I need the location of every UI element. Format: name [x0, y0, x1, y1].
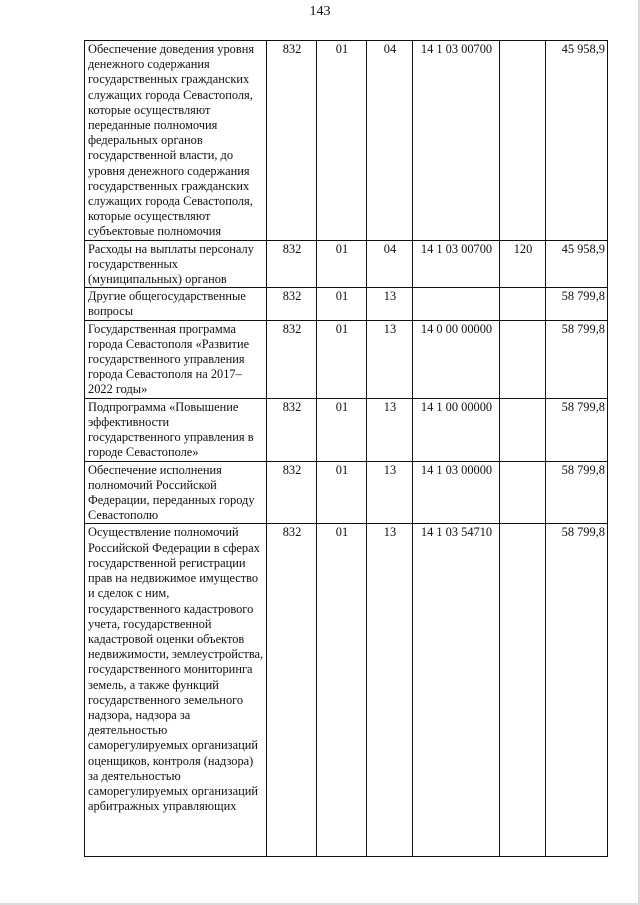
- subsection-code: 13: [367, 320, 413, 398]
- ministry-code: 832: [267, 288, 317, 320]
- section-code: 01: [317, 524, 367, 857]
- target-item-code: 14 0 00 00000: [413, 320, 500, 398]
- subsection-code: 04: [367, 240, 413, 288]
- subsection-code: 04: [367, 41, 413, 241]
- amount: 58 799,8: [546, 461, 608, 524]
- section-code: 01: [317, 240, 367, 288]
- amount: 58 799,8: [546, 320, 608, 398]
- amount: 58 799,8: [546, 398, 608, 461]
- ministry-code: 832: [267, 524, 317, 857]
- table-row: [85, 524, 608, 857]
- expense-type-code: [500, 288, 546, 320]
- target-item-code: 14 1 03 00700: [413, 41, 500, 241]
- row-name: Обеспечение доведения уровня денежного содержания государственных гражданских служащих города Севастополя, которые осуществляют переданные полномочия федеральных органов государственной власти, до уровня денежного содержания государственных гражданских служащих города Севастополя, которые осуществляют субъектовые полномочия: [85, 41, 267, 241]
- target-item-code: 14 1 03 00000: [413, 461, 500, 524]
- row-name: Обеспечение исполнения полномочий Российской Федерации, переданных городу Севастополю: [85, 461, 267, 524]
- table-row: [85, 41, 608, 241]
- target-item-code: 14 1 03 54710: [413, 524, 500, 857]
- subsection-code: 13: [367, 461, 413, 524]
- ministry-code: 832: [267, 240, 317, 288]
- expense-type-code: [500, 41, 546, 241]
- subsection-code: 13: [367, 288, 413, 320]
- table-row: [85, 398, 608, 461]
- subsection-code: 13: [367, 398, 413, 461]
- section-code: 01: [317, 461, 367, 524]
- expense-type-code: [500, 320, 546, 398]
- subsection-code: 13: [367, 524, 413, 857]
- target-item-code: 14 1 03 00700: [413, 240, 500, 288]
- section-code: 01: [317, 41, 367, 241]
- page-number: 143: [309, 4, 331, 19]
- row-name: Другие общегосударственные вопросы: [85, 288, 267, 320]
- expense-type-code: [500, 398, 546, 461]
- target-item-code: [413, 288, 500, 320]
- amount: 45 958,9: [546, 240, 608, 288]
- amount: 58 799,8: [546, 524, 608, 857]
- ministry-code: 832: [267, 41, 317, 241]
- section-code: 01: [317, 288, 367, 320]
- ministry-code: 832: [267, 398, 317, 461]
- row-name: Подпрограмма «Повышение эффективности государственного управления в городе Севастополе»: [85, 398, 267, 461]
- expense-type-code: [500, 461, 546, 524]
- row-name: Осуществление полномочий Российской Федерации в сферах государственной регистрации прав на недвижимое имущество и сделок с ним, государственного кадастрового учета, государственной кадастровой оценки объектов недвижимости, землеустройства, государственного мониторинга земель, а также функций государственного земельного надзора, надзора за деятельностью саморегулируемых организаций оценщиков, контроля (надзора) за деятельностью саморегулируемых организаций арбитражных управляющих: [85, 524, 267, 857]
- row-name: Расходы на выплаты персоналу государственных (муниципальных) органов: [85, 240, 267, 288]
- table-row: [85, 240, 608, 288]
- amount: 45 958,9: [546, 41, 608, 241]
- target-item-code: 14 1 00 00000: [413, 398, 500, 461]
- expense-type-code: [500, 524, 546, 857]
- table-row: [85, 320, 608, 398]
- ministry-code: 832: [267, 320, 317, 398]
- table-row: [85, 288, 608, 320]
- section-code: 01: [317, 398, 367, 461]
- expense-type-code: 120: [500, 240, 546, 288]
- table-row: [85, 461, 608, 524]
- row-name: Государственная программа города Севастополя «Развитие государственного управления города Севастополя на 2017–2022 годы»: [85, 320, 267, 398]
- section-code: 01: [317, 320, 367, 398]
- budget-table: [84, 40, 608, 857]
- ministry-code: 832: [267, 461, 317, 524]
- amount: 58 799,8: [546, 288, 608, 320]
